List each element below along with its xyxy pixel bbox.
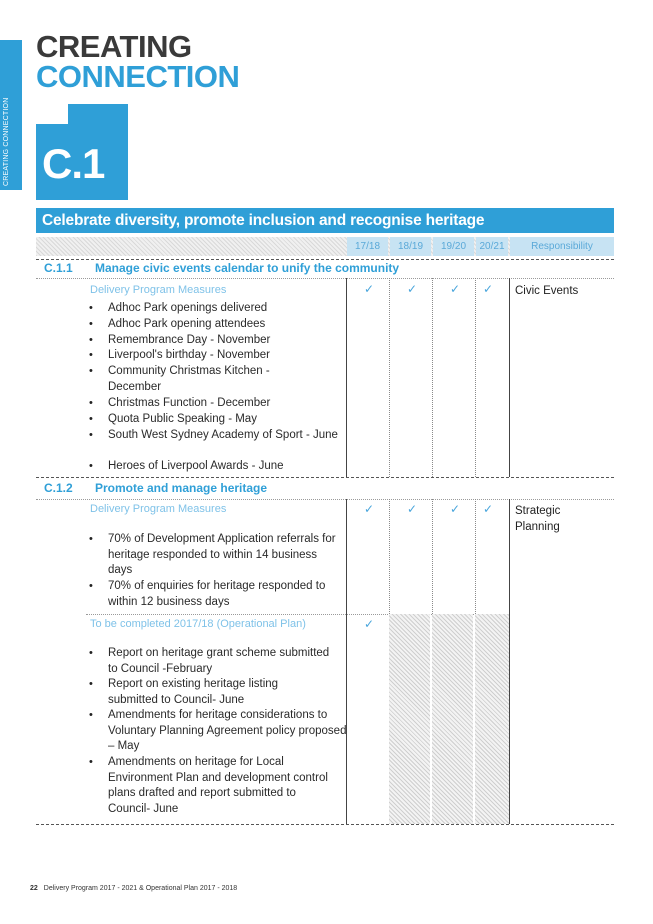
title-line-1: CREATING — [36, 29, 192, 64]
bullet-icon: • — [89, 678, 93, 690]
tick-17-18: ✓ — [364, 282, 375, 296]
tick-18-19: ✓ — [407, 502, 418, 516]
bullet-icon: • — [89, 756, 93, 768]
bullet-icon: • — [89, 580, 93, 592]
delivery-measures-label: Delivery Program Measures — [90, 284, 227, 296]
operational-plan-label: To be completed 2017/18 (Operational Plan) — [90, 618, 306, 630]
page-title — [36, 29, 240, 94]
bullet-icon: • — [89, 397, 93, 409]
bullet-icon: • — [89, 429, 93, 441]
tick-18-19: ✓ — [407, 282, 418, 296]
list-item: • Report on heritage grant scheme submitted to Council -February — [89, 647, 330, 675]
delivery-measures-label: Delivery Program Measures — [90, 503, 227, 515]
tick-20-21: ✓ — [483, 502, 494, 516]
page-number: 22 — [30, 885, 38, 892]
section-title-text: Manage civic events calendar to unify the community — [95, 261, 400, 275]
bullet-icon: • — [89, 709, 93, 721]
section-number: C.1.1 — [44, 261, 73, 275]
column-divider — [475, 499, 476, 614]
column-divider — [475, 278, 476, 477]
tick-19-20: ✓ — [450, 282, 461, 296]
column-divider — [432, 499, 433, 614]
table-bottom-border — [36, 824, 614, 825]
list-item: • Community Christmas Kitchen - December — [89, 365, 270, 393]
bullet-icon: • — [89, 365, 93, 377]
column-divider — [389, 278, 390, 477]
list-item: • Adhoc Park openings delivered — [108, 301, 338, 317]
column-divider — [346, 499, 347, 824]
list-item: • Heroes of Liverpool Awards - June — [108, 459, 338, 475]
hatched-cell — [475, 614, 509, 824]
section-divider — [36, 477, 614, 478]
list-item: • Remembrance Day - November — [108, 333, 338, 349]
column-divider — [432, 278, 433, 477]
tick-17-18: ✓ — [364, 617, 375, 631]
title-line-2: CONNECTION — [36, 59, 240, 94]
bullet-icon: • — [89, 413, 93, 425]
table-header — [36, 237, 614, 256]
bullet-icon: • — [89, 533, 93, 545]
column-divider — [509, 278, 510, 477]
section-divider — [36, 499, 614, 500]
footer-text: Delivery Program 2017 - 2021 & Operational Plan 2017 - 2018 — [43, 885, 238, 892]
tick-17-18: ✓ — [364, 502, 375, 516]
list-item: • 70% of Development Application referrals for heritage responded to within 14 business days — [89, 533, 336, 576]
section-divider — [36, 278, 614, 279]
list-item: • Quota Public Speaking - May — [108, 412, 338, 428]
side-tab — [0, 40, 22, 190]
tick-19-20: ✓ — [450, 502, 461, 516]
responsibility-civic-events: Civic Events — [515, 285, 579, 297]
side-tab-label: CREATING CONNECTION — [3, 97, 10, 186]
list-item: • 70% of enquiries for heritage responded to within 12 business days — [89, 580, 326, 608]
list-item: • Amendments on heritage for Local Environment Plan and development control plans drafted and report submitted to Council- June — [89, 756, 328, 815]
list-item: • Christmas Function - December — [108, 396, 338, 412]
badge-code: C.1 — [42, 140, 105, 187]
section-title-text: Promote and manage heritage — [95, 481, 268, 495]
responsibility-strategic-planning: Strategic Planning — [515, 505, 561, 533]
section-number: C.1.2 — [44, 481, 73, 495]
hatched-cell — [432, 614, 473, 824]
tick-20-21: ✓ — [483, 282, 494, 296]
bullet-icon: • — [89, 302, 93, 314]
column-divider — [346, 278, 347, 477]
list-item: • Liverpool's birthday - November — [108, 348, 338, 364]
hatched-cell — [389, 614, 430, 824]
bullet-icon: • — [89, 334, 93, 346]
section-divider — [36, 259, 614, 260]
section-title-c-1-1 — [44, 261, 399, 275]
list-item: • Amendments for heritage considerations to Voluntary Planning Agreement policy proposed – May — [89, 709, 347, 752]
header-col-17-18: 17/18 — [347, 237, 388, 256]
column-divider — [389, 499, 390, 614]
header-col-responsibility: Responsibility — [510, 237, 614, 256]
page-footer — [30, 885, 237, 892]
header-col-19-20: 19/20 — [433, 237, 474, 256]
list-item: • South West Sydney Academy of Sport - June — [108, 428, 343, 444]
header-col-18-19: 18/19 — [390, 237, 431, 256]
list-item: • Report on existing heritage listing submitted to Council- June — [89, 678, 279, 706]
bullet-icon: • — [89, 460, 93, 472]
list-item: • Adhoc Park opening attendees — [108, 317, 338, 333]
bullet-icon: • — [89, 349, 93, 361]
bullet-icon: • — [89, 647, 93, 659]
header-col-20-21: 20/21 — [476, 237, 508, 256]
bullet-icon: • — [89, 318, 93, 330]
section-title-c-1-2 — [44, 481, 267, 495]
goal-bar: Celebrate diversity, promote inclusion and recognise heritage — [36, 208, 614, 233]
code-badge — [36, 104, 128, 200]
column-divider — [509, 499, 510, 824]
